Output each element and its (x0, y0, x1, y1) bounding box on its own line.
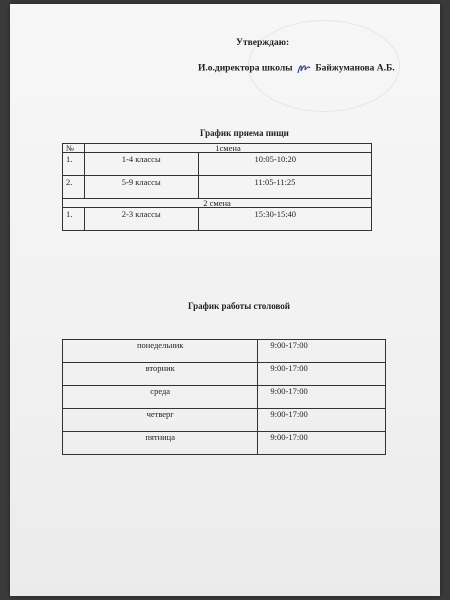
table-row (63, 176, 372, 199)
table-row (63, 409, 386, 432)
row-num: 1. (63, 153, 85, 176)
approval-heading: Утверждаю: (236, 38, 290, 48)
day-cell: четверг (63, 409, 258, 432)
row-num: 2. (63, 176, 85, 199)
table-row (63, 153, 372, 176)
table-header-row (63, 144, 372, 153)
meal-schedule-table (62, 143, 372, 231)
day-cell: понедельник (63, 340, 258, 363)
signatory-position: И.о.директора школы (198, 63, 293, 74)
approval-signatory (198, 62, 395, 75)
signatory-name: Байжуманова А.Б. (315, 63, 395, 74)
day-cell: вторник (63, 363, 258, 386)
row-group: 2-3 классы (84, 208, 198, 231)
meal-schedule-title: График приема пищи (200, 128, 289, 138)
signature-icon (297, 62, 311, 75)
hours-cell: 9:00-17:00 (258, 386, 386, 409)
hours-cell: 9:00-17:00 (258, 363, 386, 386)
row-group: 1-4 классы (84, 153, 198, 176)
row-group: 5-9 классы (84, 176, 198, 199)
row-time: 15:30-15:40 (198, 208, 372, 231)
row-num: 1. (63, 208, 85, 231)
hours-cell: 9:00-17:00 (258, 409, 386, 432)
hours-cell: 9:00-17:00 (258, 432, 386, 455)
day-cell: среда (63, 386, 258, 409)
header-num: № (63, 144, 85, 153)
table-row (63, 363, 386, 386)
hours-cell: 9:00-17:00 (258, 340, 386, 363)
table-row (63, 432, 386, 455)
canteen-schedule-title: График работы столовой (188, 301, 290, 311)
row-time: 10:05-10:20 (198, 153, 372, 176)
table-row (63, 386, 386, 409)
shift-2-row (63, 199, 372, 208)
header-shift-1: 1смена (84, 144, 371, 153)
table-row (63, 340, 386, 363)
document-page (10, 4, 440, 596)
shift-2-label: 2 смена (63, 199, 372, 208)
canteen-schedule-table (62, 339, 386, 455)
day-cell: пятница (63, 432, 258, 455)
row-time: 11:05-11:25 (198, 176, 372, 199)
table-row (63, 208, 372, 231)
